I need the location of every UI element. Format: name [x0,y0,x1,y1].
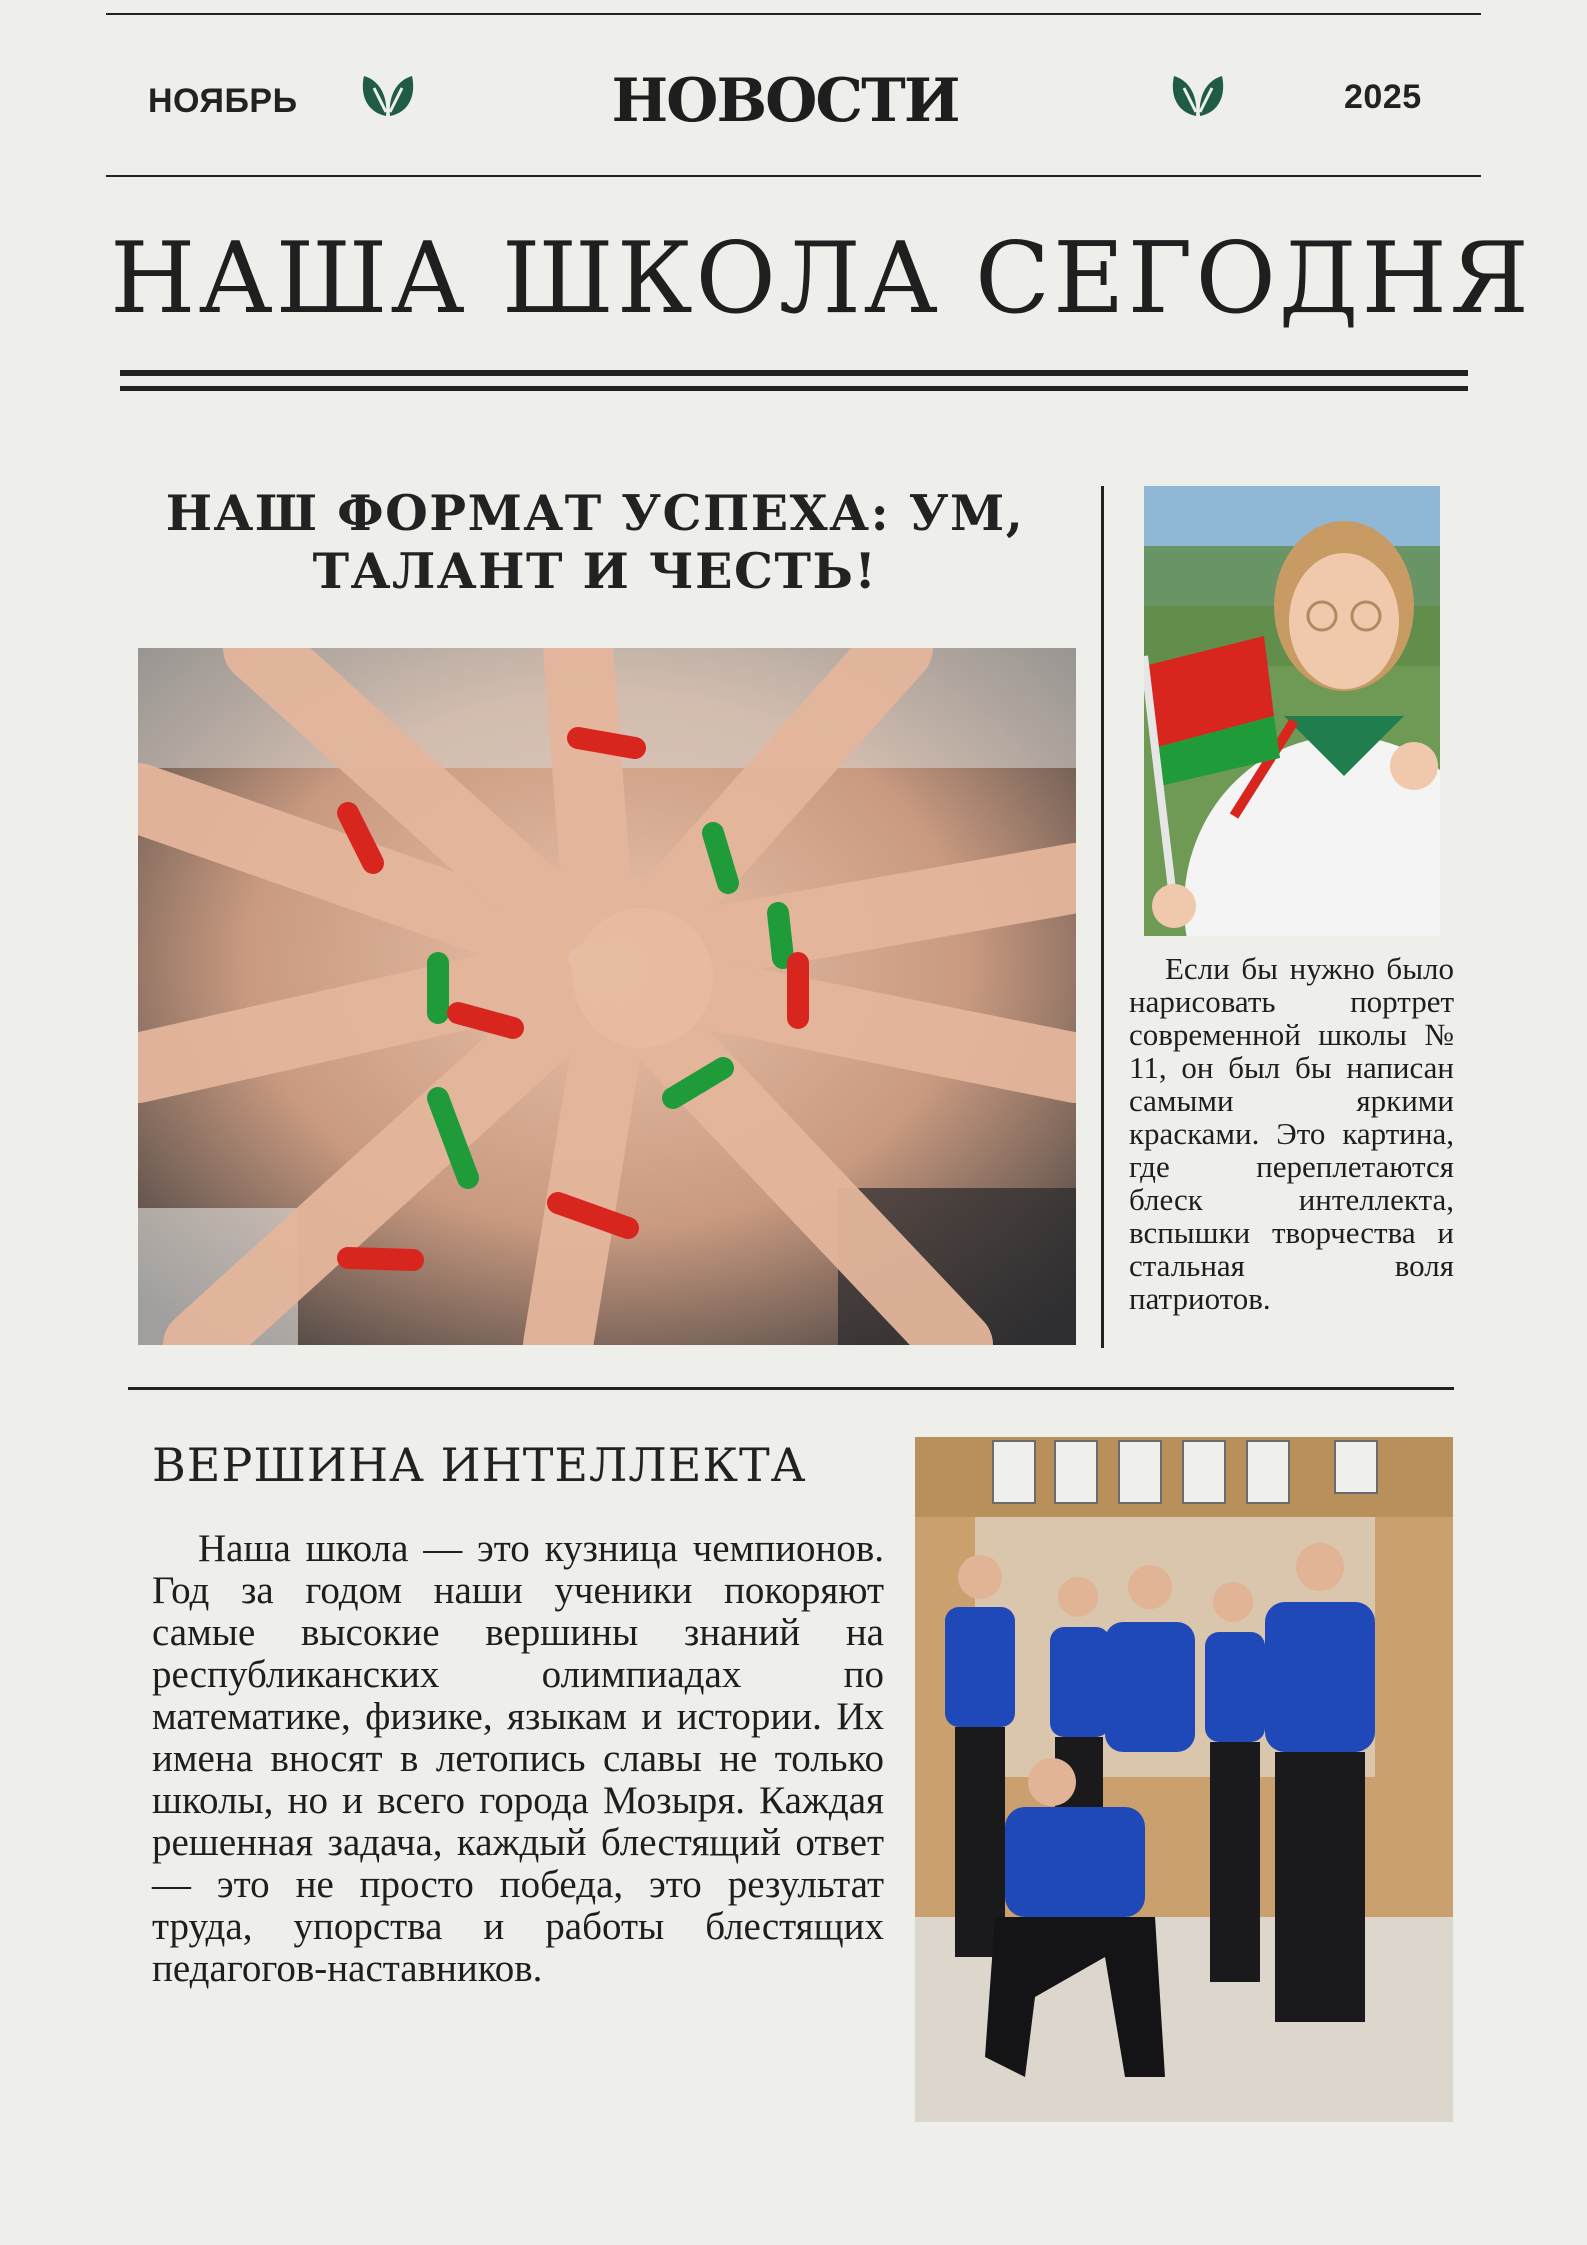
headline-rule-thin [120,386,1468,391]
hands-together-photo [138,648,1076,1345]
section-title: ВЕРШИНА ИНТЕЛЛЕКТА [152,1438,807,1492]
headline-rule-thick [120,370,1468,376]
girl-with-flag-photo [1144,486,1440,936]
leaf-icon [360,68,416,120]
intellect-text: Наша школа — это кузница чемпионов. Год за годом наши ученики покоряют самые высокие вершины знаний на республиканских олимпиадах по математике, физике, языкам и истории. Их имена вносят в летопись славы не только школы, но и всего города Мозыря. Каждая решенная задача, каждый блестящий ответ — это не просто победа, это результат труда, упорства и работы блестящих педагогов-наставников. [152,1527,884,1990]
column-divider [1101,486,1104,1348]
leaf-icon [1170,68,1226,120]
article-title-line: ТАЛАНТ И ЧЕСТЬ! [312,542,878,600]
top-rule [106,13,1481,15]
issue-year: 2025 [1344,78,1422,116]
issue-month: НОЯБРЬ [148,82,298,120]
sidebar-text: Если бы нужно было нарисовать портрет современной школы № 11, он был бы написан самыми яркими красками. Это картина, где переплетаются блеск интеллекта, вспышки творчества и стальная воля патриотов. [1129,951,1454,1316]
newspaper-title: НОВОСТИ [611,66,959,136]
main-headline: НАША ШКОЛА СЕГОДНЯ [110,222,1533,336]
masthead-bottom-rule [106,175,1481,177]
article-title-line: НАШ ФОРМАТ УСПЕХА: УМ, [165,484,1025,542]
article-title [120,484,1070,600]
section-divider [128,1387,1454,1390]
olympiad-team-photo [915,1437,1453,2122]
